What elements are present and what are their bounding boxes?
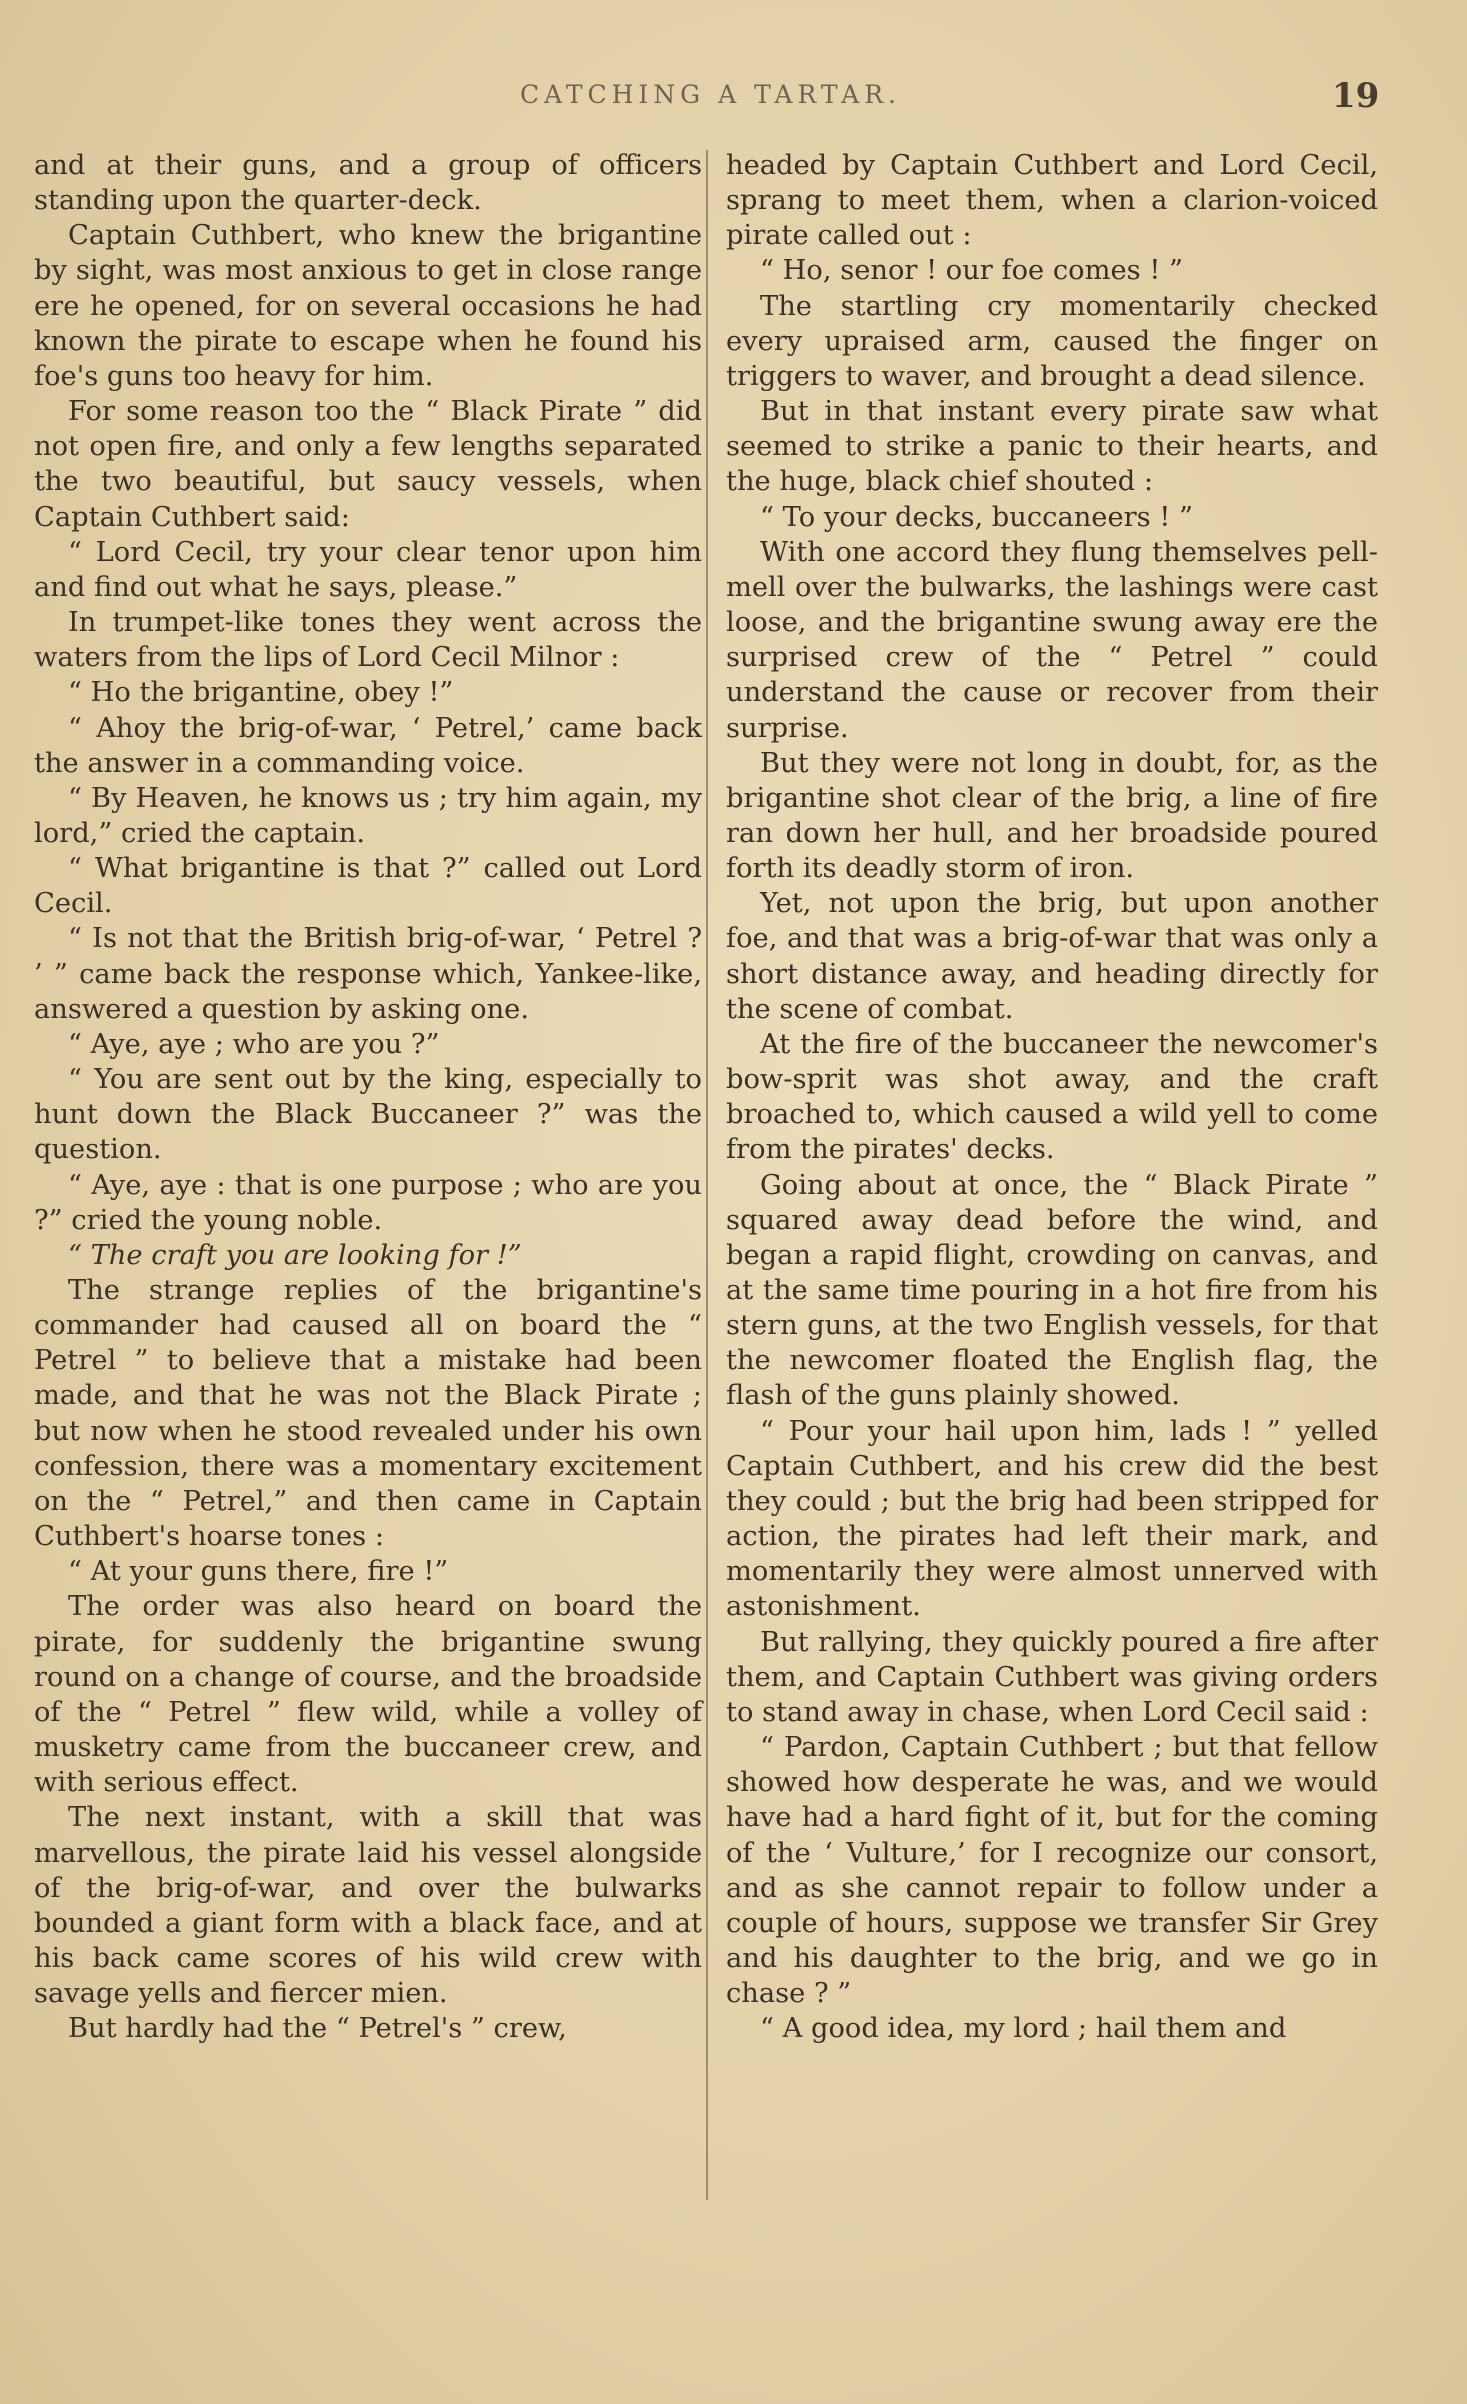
right-text-column xyxy=(726,148,1378,2046)
paragraph: “ Ahoy the brig-of-war, ‘ Petrel,’ came back the answer in a commanding voice. xyxy=(34,712,702,779)
paragraph: “ Lord Cecil, try your clear tenor upon him and find out what he says, please.” xyxy=(34,536,702,603)
paragraph: Captain Cuthbert, who knew the brigantine by sight, was most anxious to get in close range ere he opened, for on several occasions he had known the pirate to escape when he found his foe's guns too heavy for him. xyxy=(34,220,702,392)
paragraph: The strange replies of the brigantine's commander had caused all on board the “ Petrel ” to believe that a mistake had been made, and that he was not the Black Pirate ; but now when he stood revealed under his own confession, there was a momentary excitement on the “ Petrel,” and then came in Captain Cuthbert's hoarse tones : xyxy=(34,1275,702,1553)
paragraph: But hardly had the “ Petrel's ” crew, xyxy=(68,2013,567,2045)
paragraph: Yet, not upon the brig, but upon another foe, and that was a brig-of-war that was only a short distance away, and heading directly for the scene of combat. xyxy=(726,888,1378,1025)
page-header xyxy=(0,76,1467,116)
paragraph: “ Ho, senor ! our foe comes ! ” xyxy=(760,255,1183,287)
paragraph: The next instant, with a skill that was marvellous, the pirate laid his vessel alongside of the brig-of-war, and over the bulwarks bounded a giant form with a black face, and at his back came scores of his wild crew with savage yells and fiercer mien. xyxy=(34,1802,702,2010)
paragraph: With one accord they flung themselves pell-mell over the bulwarks, the lashings were cast loose, and the brigantine swung away ere the surprised crew of the “ Petrel ” could understand the cause or recover from their surprise. xyxy=(726,536,1378,744)
left-text-column xyxy=(34,148,702,2046)
paragraph: In trumpet-like tones they went across the waters from the lips of Lord Cecil Milnor : xyxy=(34,607,702,674)
paragraph: “ Pardon, Captain Cuthbert ; but that fellow showed how desperate he was, and we would have had a hard fight of it, but for the coming of the ‘ Vulture,’ for I recognize our consort, and as she cannot repair to follow under a couple of hours, suppose we transfer Sir Grey and his daughter to the brig, and we go in chase ? ” xyxy=(726,1732,1378,2010)
paragraph: “ The craft you are looking for !” xyxy=(68,1239,522,1271)
paragraph: “ Pour your hail upon him, lads ! ” yelled Captain Cuthbert, and his crew did the best they could ; but the brig had been stripped for action, the pirates had left their mark, and momentarily they were almost unnerved with astonishment. xyxy=(726,1415,1378,1623)
paragraph: Going about at once, the “ Black Pirate ” squared away dead before the wind, and began a rapid flight, crowding on canvas, and at the same time pouring in a hot fire from his stern guns, at the two English vessels, for that the newcomer floated the English flag, the flash of the guns plainly showed. xyxy=(726,1169,1378,1412)
paragraph: “ Aye, aye : that is one purpose ; who are you ?” cried the young noble. xyxy=(34,1169,702,1236)
paragraph: At the fire of the buccaneer the newcomer's bow-sprit was shot away, and the craft broached to, which caused a wild yell to come from the pirates' decks. xyxy=(726,1028,1378,1166)
paragraph: But they were not long in doubt, for, as the brigantine shot clear of the brig, a line of fire ran down her hull, and her broadside poured forth its deadly storm of iron. xyxy=(726,747,1378,885)
paragraph: The order was also heard on board the pirate, for suddenly the brigantine swung round on a change of course, and the broadside of the “ Petrel ” flew wild, while a volley of musketry came from the buccaneer crew, and with serious effect. xyxy=(34,1591,702,1799)
paragraph: “ You are sent out by the king, especially to hunt down the Black Buccaneer ?” was the question. xyxy=(34,1064,702,1166)
paragraph: “ By Heaven, he knows us ; try him again, my lord,” cried the captain. xyxy=(34,782,702,849)
paragraph: The startling cry momentarily checked every upraised arm, caused the finger on triggers to waver, and brought a dead silence. xyxy=(726,290,1378,392)
paragraph: “ At your guns there, fire !” xyxy=(68,1556,449,1588)
paragraph: “ A good idea, my lord ; hail them and xyxy=(760,2013,1287,2045)
paragraph: “ Aye, aye ; who are you ?” xyxy=(68,1028,440,1060)
page-number: 19 xyxy=(1332,76,1380,116)
paragraph: But rallying, they quickly poured a fire after them, and Captain Cuthbert was giving orders to stand away in chase, when Lord Cecil said : xyxy=(726,1626,1378,1728)
paragraph: “ Is not that the British brig-of-war, ‘ Petrel ? ’ ” came back the response which, Yankee-like, answered a question by asking one. xyxy=(34,923,702,1025)
running-title: CATCHING A TARTAR. xyxy=(520,80,901,109)
paragraph: “ What brigantine is that ?” called out Lord Cecil. xyxy=(34,853,702,920)
paragraph: headed by Captain Cuthbert and Lord Cecil, sprang to meet them, when a clarion-voiced pirate called out : xyxy=(726,150,1378,252)
paragraph: “ Ho the brigantine, obey !” xyxy=(68,677,454,709)
paragraph: But in that instant every pirate saw what seemed to strike a panic to their hearts, and the huge, black chief shouted : xyxy=(726,396,1378,498)
paragraph: “ To your decks, buccaneers ! ” xyxy=(760,501,1193,533)
paragraph: For some reason too the “ Black Pirate ” did not open fire, and only a few lengths separated the two beautiful, but saucy vessels, when Captain Cuthbert said: xyxy=(34,396,702,533)
column-divider xyxy=(706,150,708,2200)
paragraph: and at their guns, and a group of officers standing upon the quarter-deck. xyxy=(34,150,702,217)
